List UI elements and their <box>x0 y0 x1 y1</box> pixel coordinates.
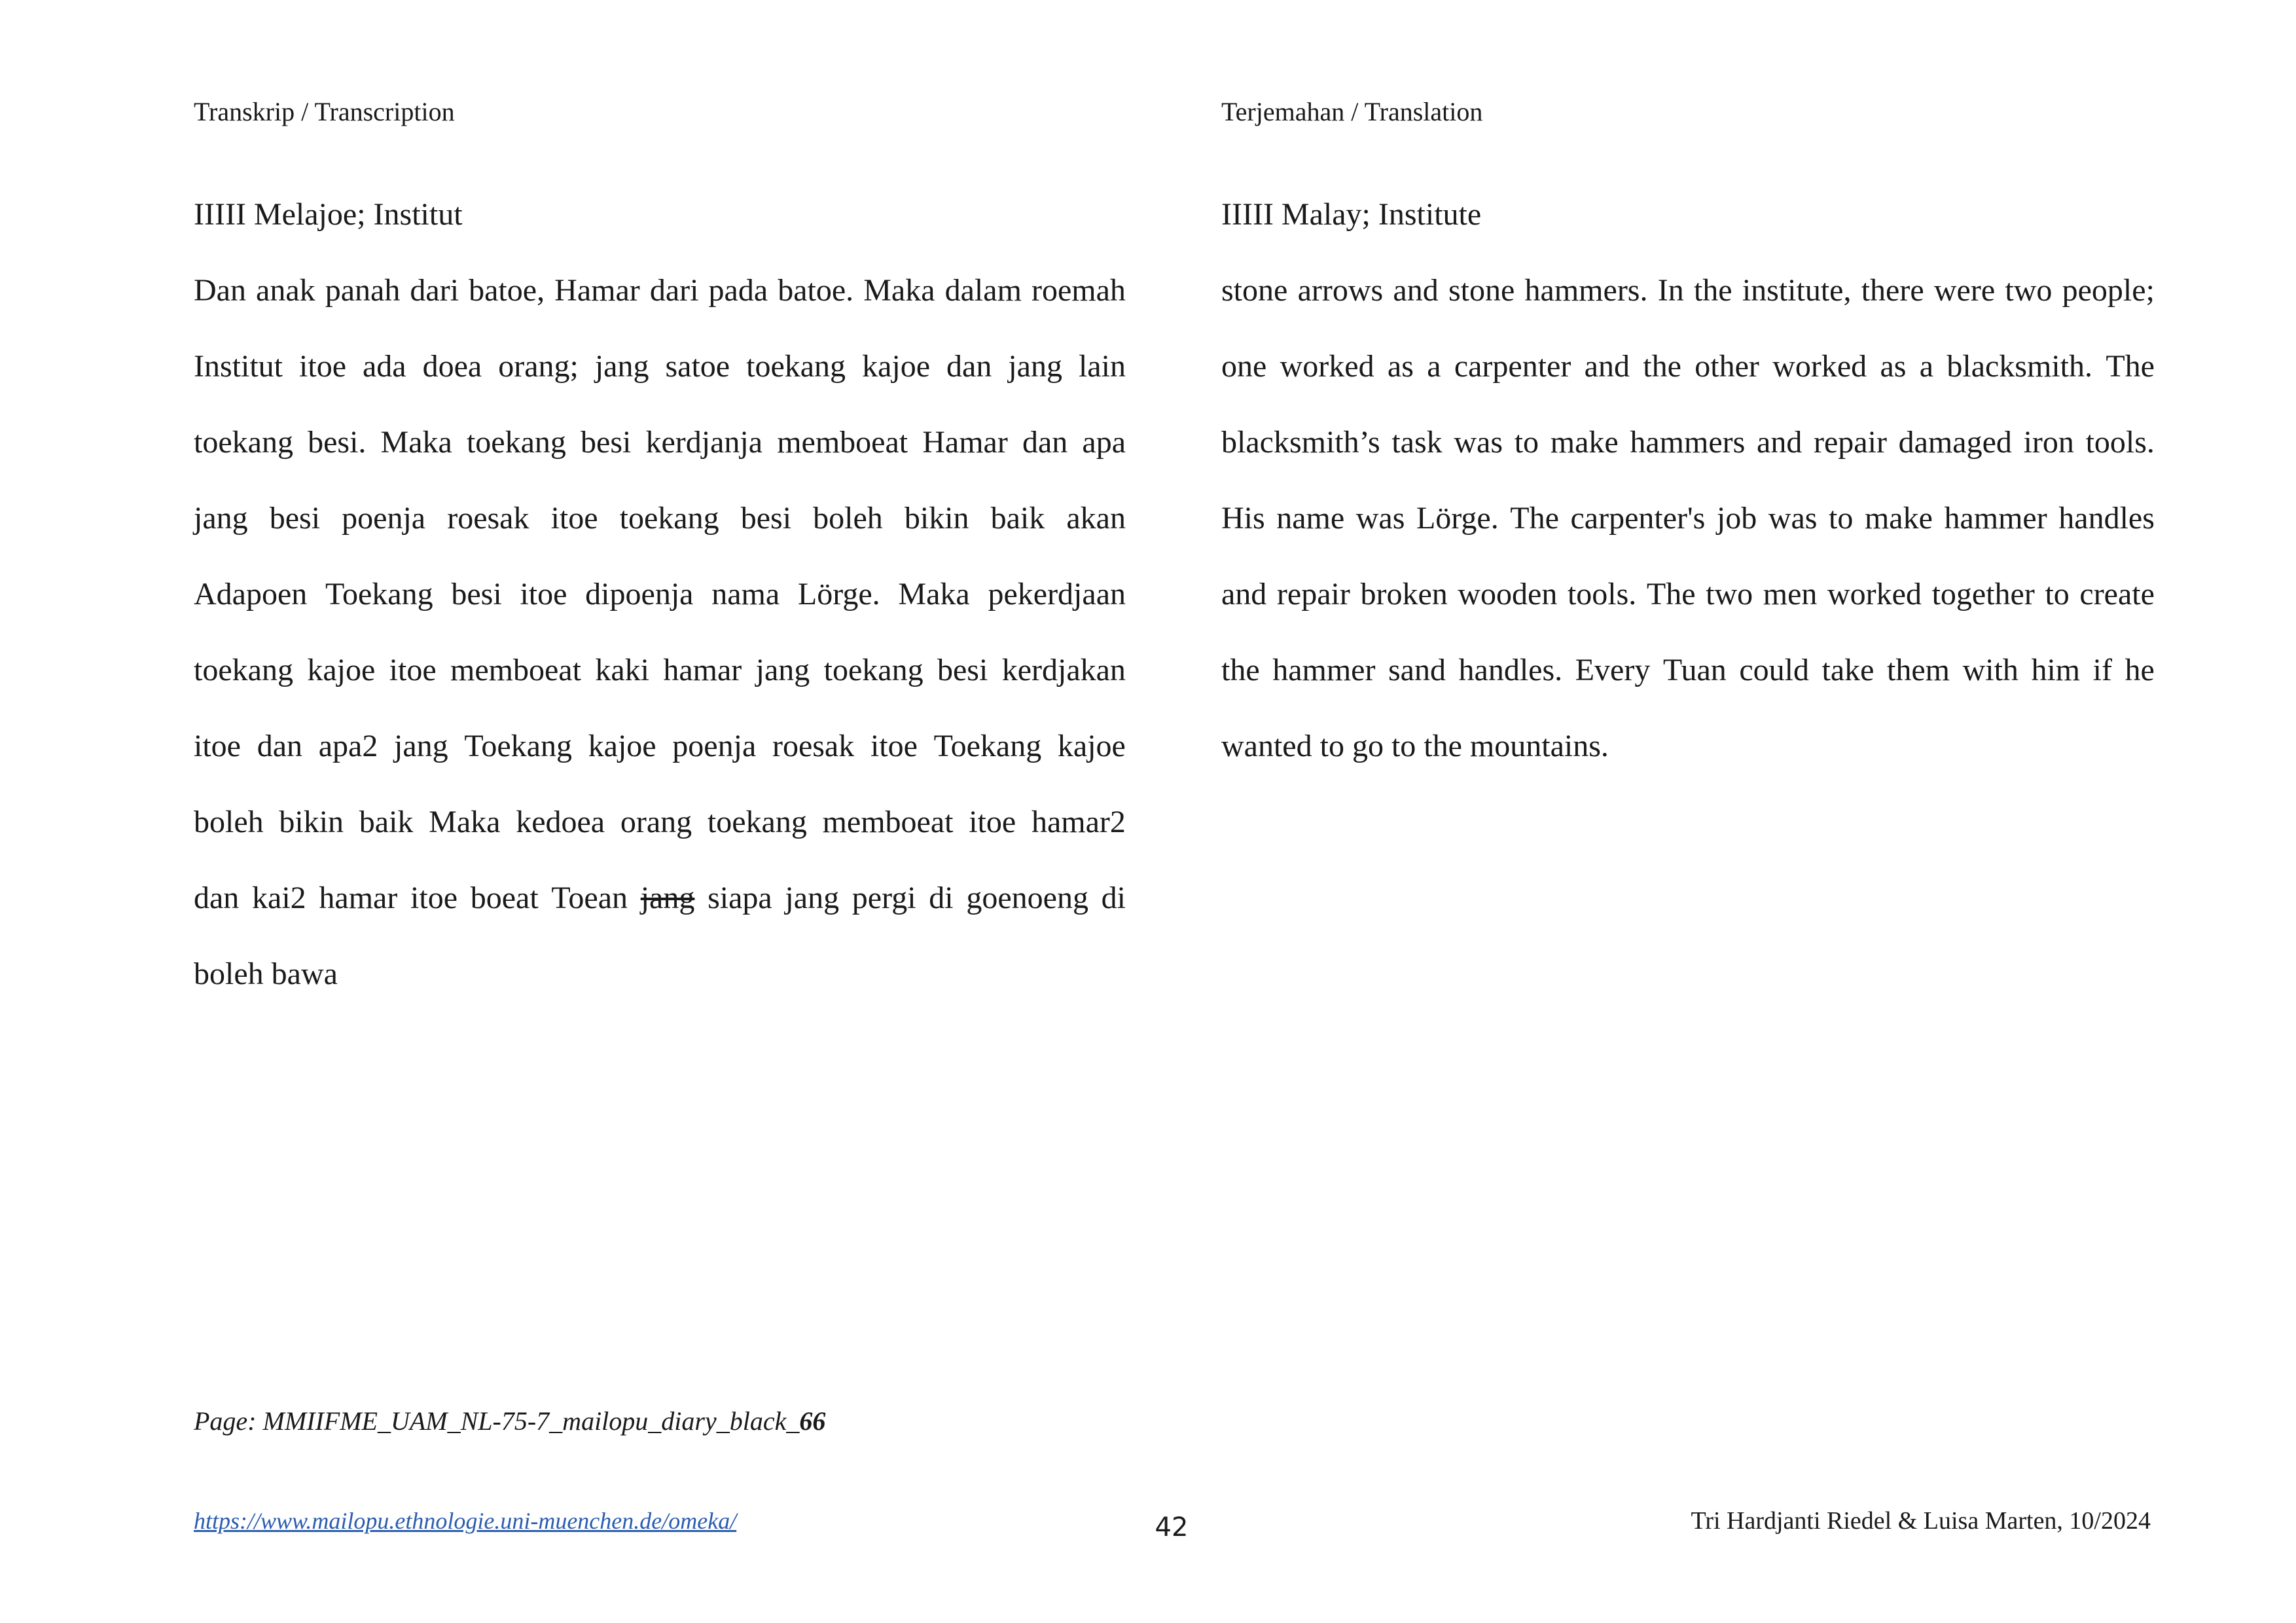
translation-word: blacksmith. <box>1946 349 2092 384</box>
translation-word: him <box>2031 653 2081 687</box>
translation-word: make <box>1550 425 1619 460</box>
transcription-word: memboeat <box>777 425 908 460</box>
transcription-word: jang <box>594 349 649 384</box>
translation-word: was <box>1355 501 1405 536</box>
transcription-word: kajoe <box>307 653 376 687</box>
transcription-word: pekerdjaan <box>988 577 1126 611</box>
transcription-line <box>194 499 1126 575</box>
translation-word: the <box>1221 653 1260 687</box>
translation-word: and <box>1757 425 1803 460</box>
transcription-word: kajoe <box>588 729 656 763</box>
translation-word: carpenter <box>1454 349 1571 384</box>
page-number: 42 <box>1155 1512 1189 1542</box>
transcription-line <box>194 347 1126 423</box>
transcription-word: anak <box>256 273 315 308</box>
transcription-word: nama <box>711 577 780 611</box>
transcription-word: Dan <box>194 273 246 308</box>
translation-word: create <box>2079 577 2155 611</box>
translation-word: and <box>1221 577 1267 611</box>
transcription-line <box>194 651 1126 727</box>
translation-word: The <box>2106 349 2155 384</box>
translation-word: The <box>1646 577 1696 611</box>
translation-word: name <box>1276 501 1345 536</box>
transcription-word: di <box>1101 881 1126 915</box>
translation-word: two <box>2005 273 2053 308</box>
transcription-word: pada <box>708 273 768 308</box>
transcription-word: roesak <box>447 501 529 536</box>
translation-word: a <box>1427 349 1441 384</box>
translation-line <box>1221 727 2155 803</box>
transcription-word: siapa <box>708 881 772 915</box>
transcription-line <box>194 803 1126 879</box>
translation-word: hammer <box>1272 653 1376 687</box>
transcription-word: jang <box>394 729 448 763</box>
translation-word: worked <box>1280 349 1374 384</box>
transcription-word: dari <box>410 273 459 308</box>
transcription-word: Toekang <box>464 729 572 763</box>
transcription-word: itoe <box>410 881 458 915</box>
transcription-word: memboeat <box>450 653 581 687</box>
transcription-last-line: boleh bawa <box>194 957 338 991</box>
translation-word: iron <box>2023 425 2074 460</box>
transcription-word: itoe <box>969 805 1016 839</box>
transcription-word: dipoenja <box>585 577 694 611</box>
transcription-word: Maka <box>380 425 452 460</box>
transcription-word: toekang <box>823 653 924 687</box>
translation-word: task <box>1391 425 1443 460</box>
page-reference <box>194 1405 825 1438</box>
translation-word: he <box>2125 653 2155 687</box>
translation-word: handles <box>2058 501 2155 536</box>
transcription-word: besi <box>451 577 502 611</box>
translation-word: damaged <box>1898 425 2012 460</box>
translation-word: the <box>1693 273 1732 308</box>
translation-word: blacksmith’s <box>1221 425 1380 460</box>
transcription-word: goenoeng <box>966 881 1088 915</box>
translation-word: arrows <box>1297 273 1384 308</box>
translation-word: His <box>1221 501 1265 536</box>
transcription-word: toekang <box>746 349 846 384</box>
transcription-word: Hamar <box>554 273 640 308</box>
transcription-word: kai2 <box>252 881 306 915</box>
translation-word: worked <box>1772 349 1867 384</box>
translation-title: IIIII Malay; Institute <box>1221 197 1482 232</box>
translation-line <box>1221 347 2155 423</box>
translation-word: make <box>1864 501 1933 536</box>
transcription-word: poenja <box>672 729 757 763</box>
transcription-word: jang <box>194 501 248 536</box>
struck-word: jang <box>640 881 695 915</box>
transcription-word: hamar <box>663 653 742 687</box>
translation-word: hammer <box>1944 501 2047 536</box>
translation-word: repair <box>1276 577 1350 611</box>
transcription-word: toekang <box>466 425 566 460</box>
transcription-word: baik <box>990 501 1045 536</box>
transcription-word: besi <box>581 425 632 460</box>
translation-word: take <box>1821 653 1874 687</box>
translation-word: sand <box>1388 653 1446 687</box>
translation-word: to <box>1829 501 1854 536</box>
translation-word: hammers. <box>1524 273 1648 308</box>
translation-line <box>1221 651 2155 727</box>
translation-word: with <box>1962 653 2018 687</box>
transcription-word: hamar <box>319 881 398 915</box>
transcription-text <box>194 271 1126 1030</box>
transcription-word: dalam <box>944 273 1022 308</box>
transcription-word: toekang <box>194 653 293 687</box>
transcription-word: besi <box>740 501 792 536</box>
transcription-word: dari <box>649 273 699 308</box>
transcription-word: kajoe <box>1057 729 1126 763</box>
transcription-word: dan <box>946 349 992 384</box>
translation-word: job <box>1716 501 1757 536</box>
transcription-word: Adapoen <box>194 577 308 611</box>
translation-word: stone <box>1448 273 1515 308</box>
transcription-line <box>194 575 1126 651</box>
translation-word: wooden <box>1458 577 1558 611</box>
transcription-word: Toekang <box>933 729 1042 763</box>
transcription-word: Lörge. <box>797 577 880 611</box>
transcription-word: boleh <box>194 805 264 839</box>
translation-word: could <box>1739 653 1809 687</box>
translation-word: The <box>1510 501 1559 536</box>
translation-word: Tuan <box>1662 653 1727 687</box>
transcription-column-heading: Transkrip / Transcription <box>194 97 455 126</box>
transcription-word: Toean <box>551 881 628 915</box>
transcription-line <box>194 271 1126 347</box>
translation-word: there <box>1861 273 1924 308</box>
transcription-word: Hamar <box>922 425 1008 460</box>
transcription-line <box>194 955 1126 1030</box>
transcription-word: jang <box>1008 349 1062 384</box>
transcription-word: bikin <box>279 805 344 839</box>
translation-word: stone <box>1221 273 1288 308</box>
translation-line <box>1221 575 2155 651</box>
transcription-word: Maka <box>898 577 970 611</box>
translation-word: and <box>1393 273 1439 308</box>
translation-column <box>1221 195 2155 803</box>
transcription-word: lain <box>1078 349 1126 384</box>
transcription-word: itoe <box>870 729 918 763</box>
translation-word: institute, <box>1742 273 1852 308</box>
transcription-word: kaki <box>595 653 649 687</box>
translation-word: together <box>1931 577 2035 611</box>
transcription-word: roemah <box>1031 273 1126 308</box>
transcription-line <box>194 423 1126 499</box>
transcription-word: boeat <box>470 881 539 915</box>
transcription-word: Maka <box>863 273 935 308</box>
translation-word: as <box>1387 349 1414 384</box>
translation-word: them <box>1887 653 1950 687</box>
transcription-word: satoe <box>665 349 730 384</box>
translation-word: other <box>1695 349 1759 384</box>
transcription-word: kerdjakan <box>1001 653 1126 687</box>
transcription-line <box>194 727 1126 803</box>
page-reference-number: 66 <box>799 1406 826 1436</box>
transcription-word: itoe <box>299 349 346 384</box>
omeka-link[interactable]: https://www.mailopu.ethnologie.uni-muenchen.de/omeka/ <box>194 1508 737 1534</box>
translation-word: was <box>1768 501 1818 536</box>
transcription-word: hamar2 <box>1031 805 1126 839</box>
transcription-word: kerdjanja <box>645 425 763 460</box>
transcription-word: itoe <box>389 653 437 687</box>
translation-word: Lörge. <box>1416 501 1499 536</box>
translation-column-heading: Terjemahan / Translation <box>1221 97 1483 126</box>
translation-word: repair <box>1814 425 1887 460</box>
translation-line <box>1221 271 2155 347</box>
translation-word: the <box>1643 349 1681 384</box>
transcription-word: pergi <box>852 881 916 915</box>
translation-line <box>1221 499 2155 575</box>
translation-word: worked <box>1827 577 1922 611</box>
translation-word: Every <box>1575 653 1651 687</box>
transcription-word: bikin <box>904 501 969 536</box>
transcription-word: kedoea <box>516 805 605 839</box>
transcription-column <box>194 195 1126 1030</box>
translation-word: as <box>1880 349 1907 384</box>
transcription-word: batoe. <box>778 273 854 308</box>
transcription-title: IIIII Melajoe; Institut <box>194 197 463 232</box>
transcription-word: apa2 <box>318 729 378 763</box>
transcription-word: dan <box>257 729 302 763</box>
transcription-word: roesak <box>772 729 855 763</box>
footer-credit: Tri Hardjanti Riedel & Luisa Marten, 10/2024 <box>1691 1507 2151 1535</box>
translation-word: In <box>1657 273 1684 308</box>
transcription-word: akan <box>1066 501 1126 536</box>
translation-word: broken <box>1360 577 1448 611</box>
transcription-word: besi. <box>308 425 367 460</box>
transcription-word: jang <box>785 881 840 915</box>
translation-word: carpenter's <box>1570 501 1706 536</box>
translation-word: two <box>1706 577 1753 611</box>
transcription-word: Toekang <box>325 577 433 611</box>
translation-line <box>1221 423 2155 499</box>
translation-word: handles. <box>1458 653 1563 687</box>
transcription-word: kajoe <box>862 349 931 384</box>
translation-word: hammers <box>1630 425 1746 460</box>
transcription-word: boleh <box>813 501 883 536</box>
transcription-word: di <box>929 881 954 915</box>
transcription-word: dan <box>1022 425 1068 460</box>
transcription-word: dan <box>194 881 240 915</box>
page-reference-prefix: Page: MMIIFME_UAM_NL-75-7_mailopu_diary_black_ <box>194 1406 800 1436</box>
transcription-word: ada <box>363 349 406 384</box>
translation-text <box>1221 271 2155 803</box>
transcription-word: memboeat <box>822 805 954 839</box>
transcription-word: apa <box>1082 425 1126 460</box>
transcription-word: doea <box>422 349 482 384</box>
translation-word: men <box>1763 577 1818 611</box>
translation-word: tools. <box>2085 425 2155 460</box>
transcription-word: besi <box>269 501 321 536</box>
transcription-word: Maka <box>429 805 501 839</box>
transcription-word: itoe <box>550 501 598 536</box>
transcription-word: orang; <box>498 349 579 384</box>
translation-word: was <box>1454 425 1503 460</box>
translation-word: tools. <box>1567 577 1637 611</box>
transcription-word: panah <box>325 273 401 308</box>
transcription-line <box>194 879 1126 955</box>
transcription-word: itoe <box>520 577 567 611</box>
translation-word: were <box>1933 273 1996 308</box>
translation-word: people; <box>2062 273 2155 308</box>
transcription-word: batoe, <box>469 273 545 308</box>
translation-word: a <box>1919 349 1934 384</box>
transcription-word: jang <box>755 653 810 687</box>
transcription-word: poenja <box>342 501 426 536</box>
translation-word: and <box>1584 349 1630 384</box>
translation-word: if <box>2092 653 2112 687</box>
transcription-word: Institut <box>194 349 283 384</box>
translation-word: one <box>1221 349 1267 384</box>
transcription-word: toekang <box>619 501 719 536</box>
transcription-word: orang <box>620 805 692 839</box>
transcription-word: itoe <box>194 729 241 763</box>
transcription-word: toekang <box>194 425 293 460</box>
translation-last-line: wanted to go to the mountains. <box>1221 729 1609 763</box>
transcription-word: besi <box>937 653 988 687</box>
transcription-word: baik <box>359 805 414 839</box>
translation-word: to <box>1514 425 1539 460</box>
translation-word: to <box>2045 577 2070 611</box>
transcription-word: toekang <box>707 805 807 839</box>
